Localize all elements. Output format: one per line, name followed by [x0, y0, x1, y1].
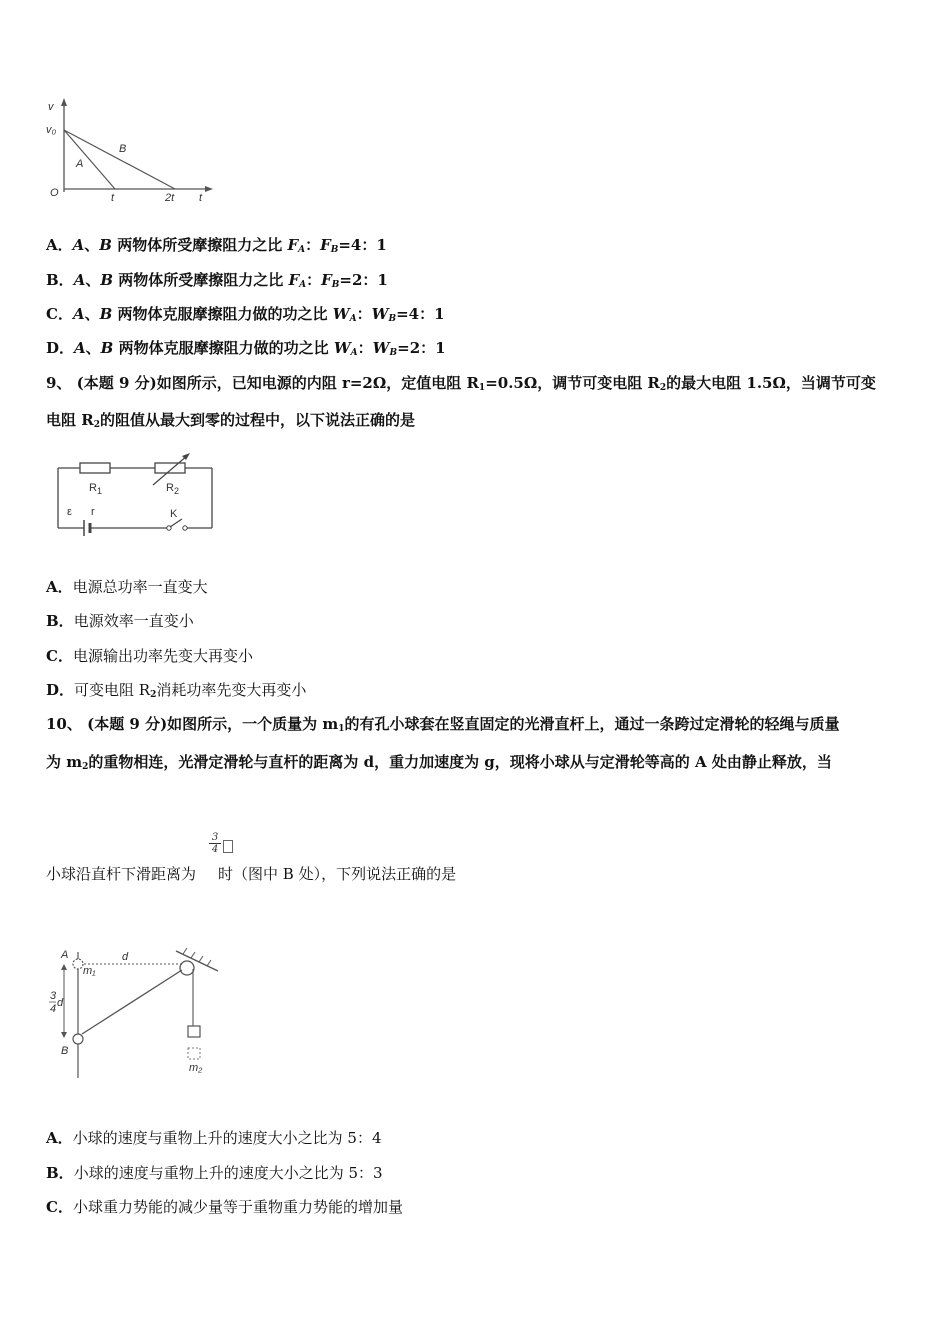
q9-option-d: D．可变电阻 $R_2$消耗功率先变大再变小 — [46, 681, 307, 700]
label-switch-k: K — [170, 508, 178, 520]
label-t: t — [111, 192, 115, 204]
weight-m2-dashed — [188, 1048, 200, 1059]
q8-option-a: A．A、B 两物体所受摩擦阻力之比 $F_A$：$F_B=4$：1 — [46, 236, 387, 255]
switch-right-contact — [183, 526, 187, 530]
circuit-figure — [54, 453, 229, 543]
hatch-4 — [207, 960, 211, 966]
label-a: A — [61, 949, 69, 961]
q10-stem-line3: 小球沿直杆下滑距离为 时（图中 B 处），下列说法正确的是 — [46, 865, 457, 883]
q9-option-a: A．电源总功率一直变大 — [46, 578, 208, 596]
label-d2: d — [57, 997, 64, 1009]
label-m1: m₁ — [83, 965, 96, 977]
q9-option-b: B．电源效率一直变小 — [46, 612, 194, 630]
label-m2: m₂ — [189, 1062, 203, 1074]
q9-stem-line1: 9、 (本题 9 分)如图所示，已知电源的内阻 r=2Ω，定值电阻 $R_1=0.5\Omega$，调节可变电阻 $R_2$的最大电阻 1.5Ω，当调节可变 — [46, 374, 876, 393]
ball-position-a — [73, 959, 83, 969]
missing-glyph-box — [223, 840, 233, 853]
label-origin: O — [50, 187, 59, 199]
q10-option-b: B．小球的速度与重物上升的速度大小之比为 5：3 — [46, 1164, 383, 1182]
label-b: B — [61, 1045, 69, 1057]
distance-arrow-down — [61, 1032, 67, 1038]
hatch-1 — [183, 948, 187, 954]
label-internal-r: r — [91, 506, 95, 518]
weight-m2 — [188, 1026, 200, 1037]
label-v: v — [48, 101, 54, 113]
q8-option-b: B．A、B 两物体所受摩擦阻力之比 $F_A$：$F_B=2$：1 — [46, 271, 388, 290]
q10-option-c: C．小球重力势能的减少量等于重物重力势能的增加量 — [46, 1198, 403, 1216]
pulley-figure — [48, 946, 228, 1081]
q10-stem-line1: 10、 (本题 9 分)如图所示，一个质量为 $m_1$的有孔小球套在竖直固定的光滑直杆上，通过一条跨过定滑轮的轻绳与质量 — [46, 715, 840, 734]
q9-stem-line2: 电阻 $R_2$的阻值从最大到零的过程中，以下说法正确的是 — [46, 411, 415, 430]
pulley — [180, 961, 194, 975]
q8-option-c: C．A、B 两物体克服摩擦阻力做的功之比 $W_A$：$W_B=4$：1 — [46, 305, 445, 324]
label-frac-den: 4 — [50, 1003, 57, 1015]
label-frac-num: 3 — [50, 990, 57, 1002]
label-a: A — [76, 158, 84, 170]
resistor-r1 — [80, 463, 110, 473]
resistor-r2 — [155, 463, 185, 473]
label-v0: v₀ — [46, 124, 57, 136]
rope-diagonal — [82, 970, 182, 1034]
inline-fraction: $\frac{3}{4}$ — [209, 832, 221, 855]
vt-graph-figure — [44, 96, 224, 206]
label-r1: $R_1$ — [89, 482, 102, 496]
line-a — [64, 130, 115, 189]
hatch-2 — [191, 952, 195, 958]
label-epsilon: ε — [67, 506, 72, 518]
q9-option-c: C．电源输出功率先变大再变小 — [46, 647, 253, 665]
q10-option-a: A．小球的速度与重物上升的速度大小之比为 5：4 — [46, 1129, 382, 1147]
distance-arrow-up — [61, 964, 67, 970]
label-2t: 2t — [165, 192, 175, 204]
label-d: d — [122, 951, 129, 963]
hatch-3 — [199, 956, 203, 962]
ball-position-b — [73, 1034, 83, 1044]
label-t-axis: t — [199, 192, 203, 204]
label-b: B — [119, 143, 127, 155]
t-axis-arrow — [205, 186, 213, 192]
label-r2: $R_2$ — [166, 482, 179, 496]
v-axis-arrow — [61, 98, 67, 106]
q8-option-d: D．A、B 两物体克服摩擦阻力做的功之比 $W_A$：$W_B=2$：1 — [46, 339, 446, 358]
switch-lever — [170, 519, 182, 527]
q10-stem-line2: 为 $m_2$的重物相连，光滑定滑轮与直杆的距离为 d，重力加速度为 g，现将小球从与定滑轮等高的 A 处由静止释放，当 — [46, 753, 832, 772]
